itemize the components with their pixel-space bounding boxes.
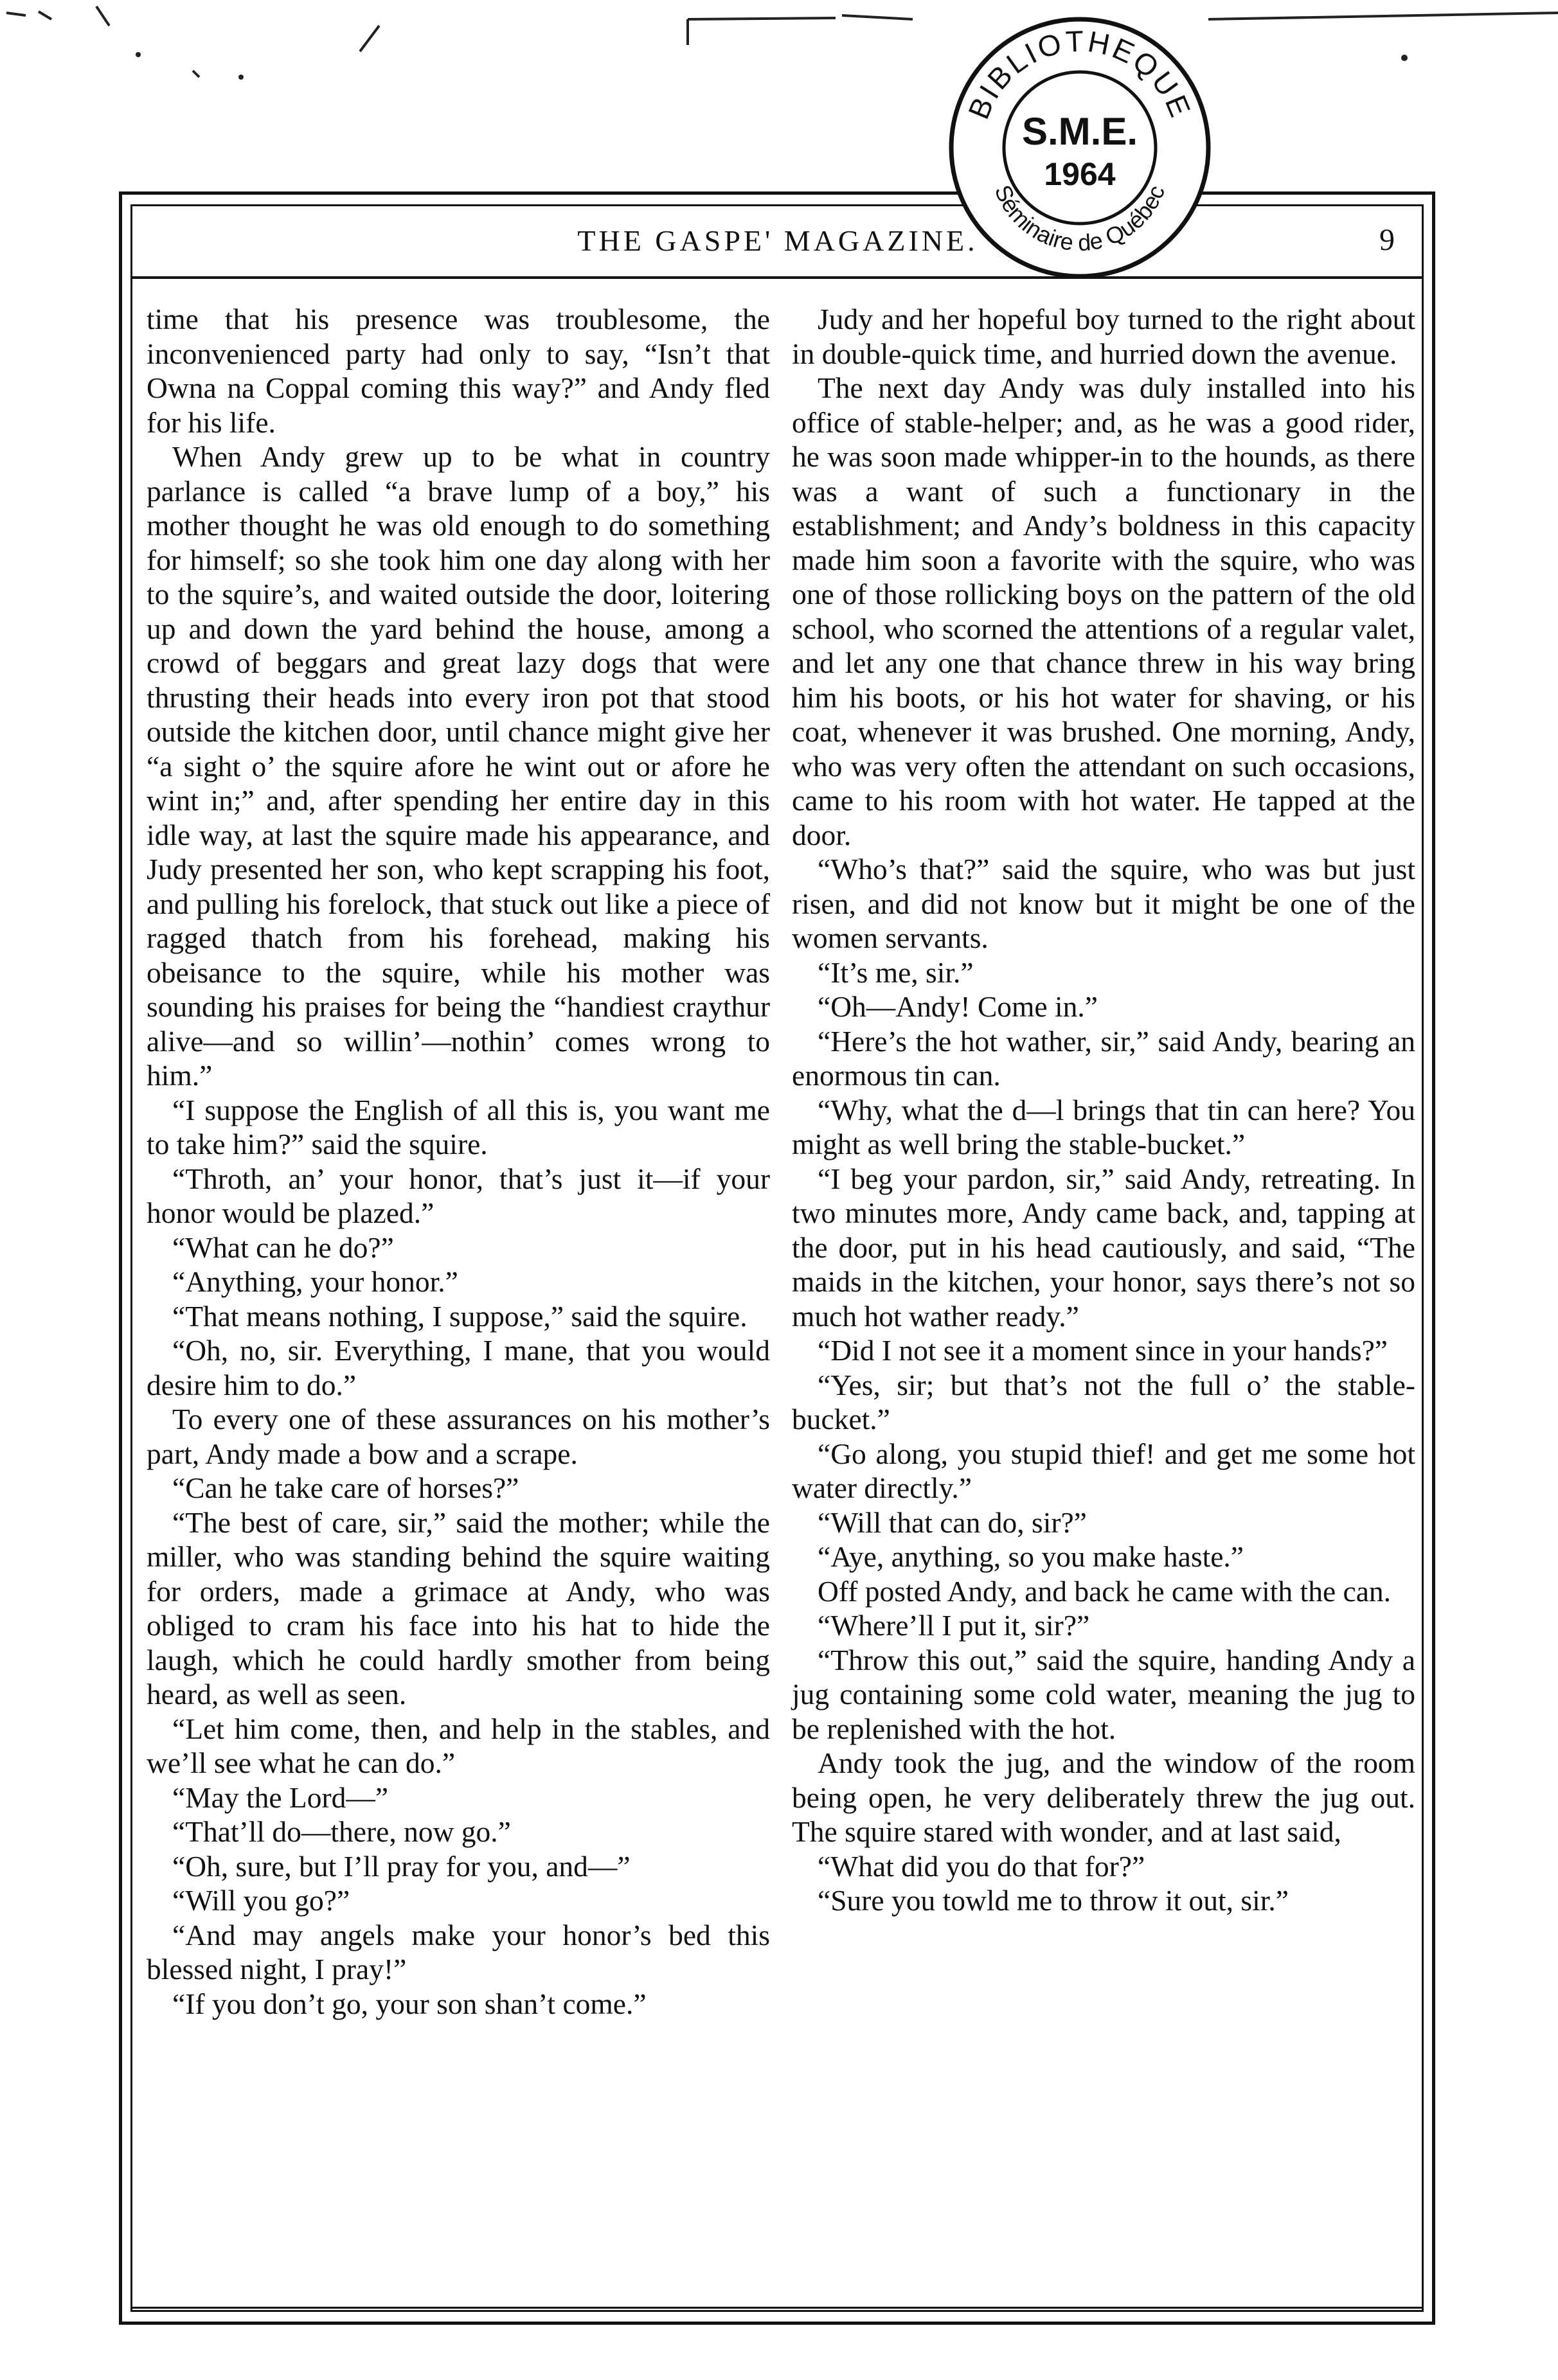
paragraph: “Throw this out,” said the squire, handing Andy a jug containing some cold water, meaning the jug to be replenished with the hot.	[792, 1643, 1415, 1745]
page-number: 9	[1379, 223, 1395, 257]
paragraph: “That’ll do—there, now go.”	[172, 1815, 511, 1848]
stamp-top-text: BIBLIOTHEQUE	[961, 24, 1199, 124]
right-column	[792, 302, 1415, 1918]
stamp-bottom-text: Séminaire de Québec	[989, 181, 1170, 256]
paragraph: “Oh—Andy! Come in.”	[818, 990, 1098, 1023]
paragraph: “Where’ll I put it, sir?”	[818, 1609, 1090, 1642]
paragraph: To every one of these assurances on his mother’s part, Andy made a bow and a scrape.	[147, 1403, 770, 1470]
paragraph: “I suppose the English of all this is, you want me to take him?” said the squire.	[147, 1093, 770, 1160]
paragraph: “Oh, sure, but I’ll pray for you, and—”	[172, 1849, 631, 1883]
paragraph: “What did you do that for?”	[818, 1849, 1145, 1883]
paragraph: “Yes, sir; but that’s not the full o’ the stable-bucket.”	[792, 1368, 1415, 1435]
paragraph: “Anything, your honor.”	[172, 1265, 458, 1298]
library-stamp	[945, 13, 1215, 283]
paragraph: Off posted Andy, and back he came with the can.	[818, 1574, 1392, 1608]
paragraph: “Sure you towld me to throw it out, sir.”	[818, 1884, 1289, 1917]
paragraph: “Will that can do, sir?”	[818, 1505, 1087, 1539]
paragraph: “Did I not see it a moment since in your hands?”	[818, 1334, 1388, 1367]
paragraph: “Will you go?”	[172, 1884, 350, 1917]
stamp-center-text: S.M.E.	[1021, 110, 1138, 153]
paragraph: “If you don’t go, your son shan’t come.”	[172, 1987, 647, 2020]
paragraph: “Go along, you stupid thief! and get me some hot water directly.”	[792, 1437, 1415, 1504]
paragraph: “Can he take care of horses?”	[172, 1471, 519, 1504]
paragraph: “Aye, anything, so you make haste.”	[818, 1540, 1244, 1573]
paragraph: “Throth, an’ your honor, that’s just it—if your honor would be plazed.”	[147, 1162, 770, 1229]
paragraph: “What can he do?”	[172, 1230, 394, 1264]
bottom-rule	[130, 2307, 1424, 2309]
paragraph: “Here’s the hot wather, sir,” said Andy, bearing an enormous tin can.	[792, 1024, 1415, 1092]
page-header	[148, 218, 1408, 276]
paragraph: “Who’s that?” said the squire, who was but just risen, and did not know but it might be one of the women servants.	[792, 853, 1415, 954]
running-title: THE GASPE' MAGAZINE.	[577, 224, 978, 257]
scan-specks	[0, 0, 1558, 193]
paragraph: “Why, what the d—l brings that tin can here? You might as well bring the stable-bucket.”	[792, 1093, 1415, 1160]
left-column	[147, 302, 770, 2021]
header-rule	[130, 276, 1424, 279]
paragraph: “And may angels make your honor’s bed this blessed night, I pray!”	[147, 1918, 770, 1985]
stamp-year: 1964	[1044, 156, 1116, 192]
paragraph: Andy took the jug, and the window of the room being open, he very deliberately threw the jug out. The squire stared with wonder, and at last said,	[792, 1746, 1415, 1848]
paragraph: When Andy grew up to be what in country parlance is called “a brave lump of a boy,” his mother thought he was old enough to do something for himself; so she took him one day along with her to the squire’s, and waited outside the door, loitering up and down the yard behind the house, among a crowd of beggars and great lazy dogs that were thrusting their heads into every iron pot that stood outside the kitchen door, until chance might give her “a sight o’ the squire afore he wint out or afore he wint in;” and, after spending her entire day in this idle way, at last the squire made his appearance, and Judy presented her son, who kept scrapping his foot, and pulling his forelock, that stuck out like a piece of ragged thatch from his forehead, making his obeisance to the squire, while his mother was sounding his praises for being the “handiest craythur alive—and so willin’—nothin’ comes wrong to him.”	[147, 440, 770, 1092]
paragraph: “Let him come, then, and help in the stables, and we’ll see what he can do.”	[147, 1712, 770, 1779]
paragraph: “Oh, no, sir. Everything, I mane, that you would desire him to do.”	[147, 1334, 770, 1401]
paragraph: “I beg your pardon, sir,” said Andy, retreating. In two minutes more, Andy came back, and, tapping at the door, put in his head cautiously, and said, “The maids in the kitchen, your honor, says there’s not so much hot wather ready.”	[792, 1162, 1415, 1333]
paragraph: “That means nothing, I suppose,” said the squire.	[172, 1299, 748, 1333]
paragraph: “It’s me, sir.”	[818, 955, 974, 989]
paragraph: The next day Andy was duly installed into his office of stable-helper; and, as he was a good rider, he was soon made whipper-in to the hounds, as there was a want of such a functionary in the establishment; and Andy’s boldness in this capacity made him soon a favorite with the squire, who was one of those rollicking boys on the pattern of the old school, who scorned the attentions of a regular valet, and let any one that chance threw in his way bring him his boots, or his hot water for shaving, or his coat, whenever it was brushed. One morning, Andy, who was very often the attendant on such occasions, came to his room with hot water. He tapped at the door.	[792, 371, 1415, 851]
paragraph: “May the Lord—”	[172, 1781, 389, 1814]
paragraph: “The best of care, sir,” said the mother; while the miller, who was standing behind the squire waiting for orders, made a grimace at Andy, who was obliged to cram his face into his hat to hide the laugh, which he could hardly smother from being heard, as well as seen.	[147, 1505, 770, 1710]
paragraph: Judy and her hopeful boy turned to the right about in double-quick time, and hurried down the avenue.	[792, 303, 1415, 370]
paragraph: time that his presence was troublesome, the inconvenienced party had only to say, “Isn’t that Owna na Coppal coming this way?” and Andy fled for his life.	[147, 303, 770, 439]
